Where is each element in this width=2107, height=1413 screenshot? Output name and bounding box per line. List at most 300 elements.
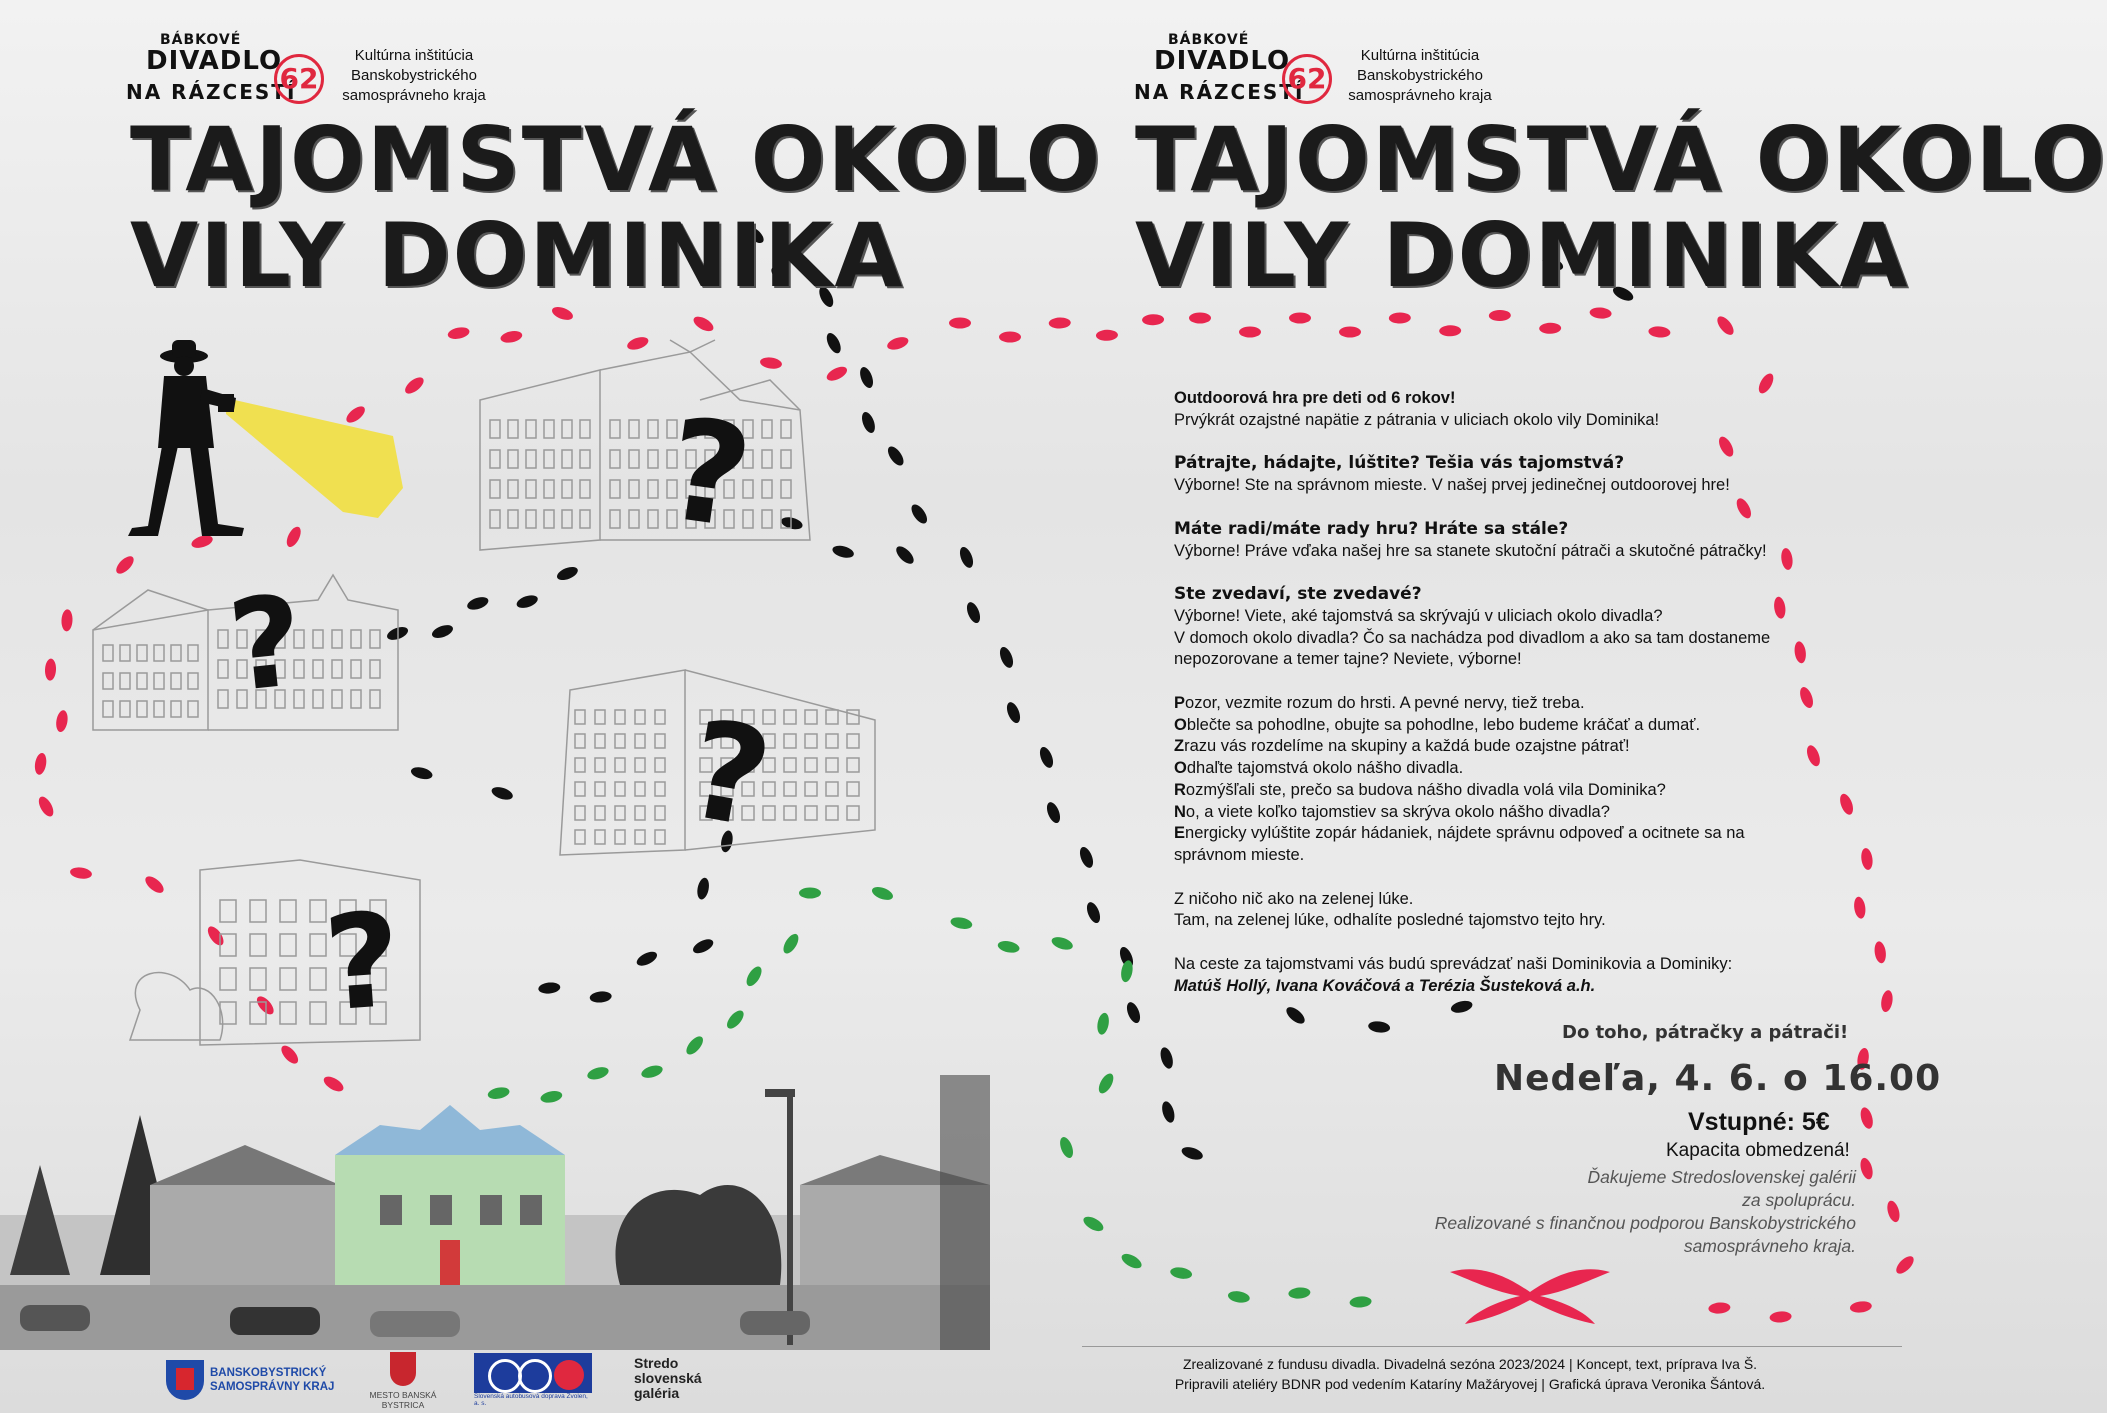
footprint <box>1169 1266 1193 1280</box>
sketch-window <box>250 968 266 990</box>
sketch-window <box>635 782 645 796</box>
thanks-line4: samosprávneho kraja. <box>1683 1236 1856 1256</box>
sketch-window <box>805 710 817 724</box>
sketch-window <box>310 1002 326 1024</box>
sketch-window <box>847 758 859 772</box>
logo-line3: NA RÁZCESTÍ <box>126 80 297 104</box>
sketch-window <box>220 900 236 922</box>
acrostic-line: Oblečte sa pohodlne, obujte sa pohodlne, lebo budeme kráčať a dumať. <box>1174 715 1701 734</box>
sketch-window <box>188 701 198 717</box>
footprint <box>1158 1046 1175 1070</box>
gallery-logo <box>634 1356 702 1401</box>
sketch-window <box>508 510 518 528</box>
sketch-window <box>805 734 817 748</box>
institution-line2: Banskobystrického <box>351 67 477 84</box>
sad-emblem-icon <box>474 1353 592 1393</box>
footprint <box>908 502 930 526</box>
meadow-line2: Tam, na zelenej lúke, odhalíte posledné tajomstvo tejto hry. <box>1174 911 1606 930</box>
sketch-window <box>781 420 791 438</box>
guides-names: Matúš Hollý, Ivana Kováčová a Terézia Šusteková a.h. <box>1174 976 1596 995</box>
sketch-window <box>784 734 796 748</box>
sketch-window <box>595 830 605 844</box>
footprint <box>44 658 56 681</box>
footprint <box>724 1008 747 1032</box>
footprint <box>1077 845 1095 870</box>
footprint <box>1439 325 1461 337</box>
sketch-window <box>218 690 228 708</box>
sketch-window <box>171 701 181 717</box>
bbsk-line2: SAMOSPRÁVNY KRAJ <box>210 1381 335 1393</box>
bbsk-logo <box>166 1358 346 1402</box>
sketch-window <box>743 510 753 528</box>
bbsk-line1: BANSKOBYSTRICKÝ <box>210 1367 327 1379</box>
red-emblem-icon <box>1445 1252 1615 1328</box>
footprint <box>1880 989 1894 1013</box>
intro-heading: Outdoorová hra pre deti od 6 rokov! <box>1174 389 1456 407</box>
guides-paragraph <box>1174 954 1854 997</box>
footprint <box>831 544 855 560</box>
question2-paragraph <box>1174 519 1854 562</box>
logo-line2: DIVADLO <box>1154 46 1291 76</box>
gallery-line1: Stredo <box>634 1355 679 1371</box>
sketch-window <box>526 450 536 468</box>
sketch-window <box>762 510 772 528</box>
sketch-window <box>280 1002 296 1024</box>
footprint <box>1142 314 1164 326</box>
question-mark-1: ? <box>657 388 761 561</box>
sketch-window <box>154 701 164 717</box>
question3-heading: Ste zvedaví, ste zvedavé? <box>1174 584 1422 605</box>
footprint <box>1853 896 1867 919</box>
sketch-window <box>508 480 518 498</box>
footprint <box>1368 1020 1391 1034</box>
sketch-window <box>781 450 791 468</box>
sketch-window <box>655 782 665 796</box>
sketch-window <box>635 830 645 844</box>
sketch-window <box>610 480 620 498</box>
city-name: MESTO BANSKÁ BYSTRICA <box>369 1390 437 1410</box>
sketch-window <box>575 710 585 724</box>
question-mark-4: ? <box>319 883 406 1041</box>
acrostic-line: No, a viete koľko tajomstiev sa skrýva okolo nášho divadla? <box>1174 802 1610 821</box>
footprint <box>893 543 916 566</box>
sketch-window <box>544 510 554 528</box>
sketch-window <box>826 710 838 724</box>
footer-line1: Zrealizované z fundusu divadla. Divadelná sezóna 2023/2024 | Koncept, text, príprava Iva Š. <box>1182 1356 1758 1372</box>
theatre-logo-right <box>1134 32 1344 110</box>
sketch-window <box>575 782 585 796</box>
sketch-window <box>562 510 572 528</box>
sketch-window <box>615 782 625 796</box>
footprint <box>1037 745 1055 770</box>
footprint <box>1849 1300 1872 1314</box>
footprint <box>1648 326 1671 339</box>
footprint <box>1084 900 1102 925</box>
footprint <box>1389 312 1411 324</box>
institution-line1: Kultúrna inštitúcia <box>1360 47 1480 64</box>
footprint <box>885 444 907 468</box>
sketch-window <box>762 480 772 498</box>
footprint <box>799 888 821 899</box>
footprint <box>1189 313 1211 324</box>
capacity-note: Kapacita obmedzená! <box>1666 1140 1850 1161</box>
title-line2: VILY DOMINIKA <box>1135 204 1910 307</box>
sketch-window <box>137 645 147 661</box>
sketch-window <box>280 968 296 990</box>
sketch-window <box>805 806 817 820</box>
footprint <box>1096 1071 1116 1096</box>
sketch-window <box>580 450 590 468</box>
sketch-window <box>826 758 838 772</box>
detective-silhouette-icon <box>118 336 408 546</box>
event-date: Nedeľa, 4. 6. o 16.00 <box>1494 1058 1942 1099</box>
footer-divider <box>1082 1346 1902 1347</box>
sketch-window <box>526 420 536 438</box>
sketch-window <box>763 806 775 820</box>
sketch-window <box>490 480 500 498</box>
logo-number: 62 <box>1282 54 1332 104</box>
sketch-window <box>580 420 590 438</box>
institution-line1: Kultúrna inštitúcia <box>354 47 474 64</box>
sketch-window <box>826 734 838 748</box>
acrostic-line: Zrazu vás rozdelíme na skupiny a každá bude ozajstne pátrať! <box>1174 737 1630 756</box>
question3-text-3: nepozorovane a temer tajne? Neviete, výborne! <box>1174 650 1522 669</box>
footprint <box>691 936 716 956</box>
sketch-window <box>781 480 791 498</box>
sketch-window <box>635 806 645 820</box>
sketch-window <box>826 806 838 820</box>
footprint <box>1081 1214 1106 1234</box>
sketch-window <box>313 660 323 678</box>
sketch-window <box>575 758 585 772</box>
meadow-paragraph <box>1174 889 1854 932</box>
sketch-window <box>220 934 236 956</box>
sketch-window <box>508 450 518 468</box>
sketch-window <box>120 701 130 717</box>
sketch-window <box>250 1002 266 1024</box>
intro-paragraph <box>1174 388 1854 431</box>
question1-text: Výborne! Ste na správnom mieste. V našej prvej jedinečnej outdoorovej hre! <box>1174 476 1730 495</box>
acrostic-tail: správnom mieste. <box>1174 845 1305 864</box>
footprint <box>691 314 716 334</box>
city-logo <box>348 1352 458 1408</box>
sketch-window <box>847 806 859 820</box>
footprint <box>1180 1145 1204 1162</box>
sketch-window <box>635 734 645 748</box>
title-line1: TAJOMSTVÁ OKOLO <box>130 108 1103 211</box>
sketch-window <box>629 450 639 468</box>
sketch-window <box>826 782 838 796</box>
logo-line2: DIVADLO <box>146 46 283 76</box>
sketch-window <box>332 690 342 708</box>
sketch-window <box>615 710 625 724</box>
sketch-window <box>610 450 620 468</box>
sketch-window <box>103 673 113 689</box>
footprint <box>1858 1106 1875 1130</box>
footprint <box>410 765 434 781</box>
question1-heading: Pátrajte, hádajte, lúštite? Tešia vás tajomstvá? <box>1174 453 1625 474</box>
footprint <box>1058 1135 1076 1159</box>
footprint <box>490 785 514 802</box>
sad-logo <box>474 1353 594 1405</box>
sketch-window <box>188 673 198 689</box>
meadow-line1: Z ničoho nič ako na zelenej lúke. <box>1174 889 1414 908</box>
sketch-window <box>332 630 342 648</box>
thanks-line1: Ďakujeme Stredoslovenskej galérii <box>1587 1167 1856 1187</box>
footprint <box>1589 307 1612 320</box>
footprint <box>36 794 56 819</box>
footprint <box>859 410 877 434</box>
footprint <box>1227 1290 1251 1304</box>
footprint <box>447 326 471 341</box>
sketch-window <box>280 900 296 922</box>
sketch-window <box>635 758 645 772</box>
sketch-window <box>310 968 326 990</box>
sketch-window <box>370 660 380 678</box>
logo-line1: BÁBKOVÉ <box>160 32 242 48</box>
ticket-price: Vstupné: 5€ <box>1688 1108 1830 1136</box>
sketch-window <box>250 900 266 922</box>
sketch-window <box>580 510 590 528</box>
sketch-window <box>154 645 164 661</box>
sketch-window <box>629 510 639 528</box>
sketch-window <box>762 420 772 438</box>
sketch-window <box>120 645 130 661</box>
footprint <box>683 1034 706 1058</box>
sketch-window <box>615 806 625 820</box>
sketch-window <box>847 734 859 748</box>
title-line1: TAJOMSTVÁ OKOLO <box>1135 108 2107 211</box>
sketch-window <box>544 450 554 468</box>
sketch-window <box>526 480 536 498</box>
sketch-window <box>370 630 380 648</box>
theatre-logo-left <box>126 32 336 110</box>
sketch-window <box>648 510 658 528</box>
sketch-window <box>575 806 585 820</box>
sketch-window <box>648 480 658 498</box>
footprint <box>696 877 711 901</box>
footprint <box>870 884 894 902</box>
event-description <box>1174 388 1854 1019</box>
sketch-window <box>781 510 791 528</box>
institution-line3: samosprávneho kraja <box>342 87 486 104</box>
sketch-window <box>103 701 113 717</box>
sketch-window <box>544 480 554 498</box>
footprint <box>1708 1302 1731 1315</box>
thanks-line2: za spoluprácu. <box>1742 1190 1856 1210</box>
sketch-window <box>351 630 361 648</box>
footprint <box>55 709 69 733</box>
sketch-window <box>580 480 590 498</box>
sketch-window <box>784 782 796 796</box>
footprint <box>780 931 801 955</box>
sketch-window <box>351 690 361 708</box>
sketch-window <box>784 710 796 724</box>
footprint <box>1096 1012 1111 1036</box>
bbsk-text <box>210 1366 334 1394</box>
footprint <box>430 623 454 641</box>
page-title-left <box>130 108 1103 307</box>
footprint <box>1539 323 1561 335</box>
footprint <box>69 866 92 880</box>
sketch-window <box>332 660 342 678</box>
footprint <box>1004 700 1022 725</box>
sketch-window <box>655 806 665 820</box>
sketch-window <box>595 734 605 748</box>
sketch-window <box>103 645 113 661</box>
footprint <box>1858 1157 1875 1181</box>
footprint <box>858 365 876 389</box>
sketch-window <box>137 701 147 717</box>
footprint <box>466 595 490 612</box>
footprint <box>1339 327 1361 338</box>
sketch-window <box>629 480 639 498</box>
sketch-window <box>615 830 625 844</box>
logo-number: 62 <box>274 54 324 104</box>
footprint <box>1050 935 1074 952</box>
acrostic-line: Odhaľte tajomstvá okolo nášho divadla. <box>1174 759 1464 778</box>
bbsk-shield-icon <box>166 1360 204 1400</box>
footprint <box>555 564 580 582</box>
sketch-window <box>154 673 164 689</box>
sketch-window <box>490 450 500 468</box>
building-sketch-top <box>470 340 830 560</box>
footprint <box>1239 327 1261 338</box>
sketch-window <box>595 782 605 796</box>
sketch-window <box>370 690 380 708</box>
question3-text-2: V domoch okolo divadla? Čo sa nachádza pod divadlom a ako sa tam dostaneme <box>1174 628 1771 647</box>
footprint <box>999 332 1021 343</box>
guides-text: Na ceste za tajomstvami vás budú sprevádzať naši Dominikovia a Dominiky: <box>1174 955 1733 974</box>
question2-heading: Máte radi/máte rady hru? Hráte sa stále? <box>1174 518 1569 539</box>
footprint <box>515 593 539 610</box>
sketch-window <box>218 660 228 678</box>
sketch-window <box>615 734 625 748</box>
footprint <box>950 916 974 931</box>
institution-text-left <box>334 46 494 106</box>
footprint <box>1714 314 1736 338</box>
footprint <box>33 752 47 776</box>
sketch-window <box>648 450 658 468</box>
sketch-window <box>655 734 665 748</box>
footprint <box>538 981 561 994</box>
footprint <box>1160 1100 1177 1124</box>
footprint <box>1096 329 1118 341</box>
sketch-window <box>220 968 236 990</box>
sketch-window <box>648 420 658 438</box>
sketch-window <box>629 420 639 438</box>
footprint <box>635 949 660 969</box>
footprint <box>744 964 765 988</box>
question2-text: Výborne! Práve vďaka našej hre sa stanete skutoční pátrači a skutočné pátračky! <box>1174 541 1767 560</box>
question3-paragraph <box>1174 584 1854 671</box>
footprint <box>550 304 574 322</box>
sketch-window <box>635 710 645 724</box>
sketch-window <box>805 758 817 772</box>
sketch-window <box>313 630 323 648</box>
sketch-window <box>575 734 585 748</box>
sketch-window <box>784 758 796 772</box>
gallery-line2: slovenská <box>634 1370 702 1386</box>
sketch-window <box>784 806 796 820</box>
sketch-window <box>655 830 665 844</box>
sketch-window <box>805 782 817 796</box>
acrostic-paragraph <box>1174 693 1854 867</box>
sketch-window <box>280 934 296 956</box>
acrostic-line: Pozor, vezmite rozum do hrsti. A pevné nervy, tiež treba. <box>1174 694 1585 713</box>
sketch-window <box>562 450 572 468</box>
sketch-window <box>171 645 181 661</box>
sketch-window <box>595 710 605 724</box>
sketch-window <box>595 806 605 820</box>
sketch-window <box>313 690 323 708</box>
acrostic-line: Rozmýšľali ste, prečo sa budova nášho divadla volá vila Dominika? <box>1174 780 1666 799</box>
institution-text-right <box>1340 46 1500 106</box>
sketch-window <box>847 710 859 724</box>
sketch-window <box>490 420 500 438</box>
footprint <box>1885 1199 1902 1223</box>
sketch-window <box>137 673 147 689</box>
footprint <box>997 645 1015 670</box>
sketch-window <box>610 510 620 528</box>
institution-line3: samosprávneho kraja <box>1348 87 1492 104</box>
footprint <box>1044 800 1062 825</box>
acknowledgements <box>1336 1166 1856 1258</box>
question1-paragraph <box>1174 453 1854 496</box>
sketch-window <box>562 480 572 498</box>
question-mark-2: ? <box>222 568 310 721</box>
footprint <box>1119 1251 1144 1271</box>
sad-name: Slovenská autobusová doprava Zvolen, a. s. <box>474 1393 588 1407</box>
sketch-window <box>351 660 361 678</box>
thanks-line3: Realizované s finančnou podporou Banskobystrického <box>1434 1213 1856 1233</box>
footprint <box>1289 313 1311 324</box>
acrostic-line: Energicky vylúštite zopár hádaniek, nájdete správnu odpoveď a ocitnete sa na <box>1174 824 1745 843</box>
sketch-window <box>188 645 198 661</box>
footprint <box>949 318 971 329</box>
sketch-window <box>610 420 620 438</box>
institution-line2: Banskobystrického <box>1357 67 1483 84</box>
footprint <box>1769 1311 1792 1324</box>
footprint <box>886 335 910 352</box>
footprint <box>1860 847 1874 870</box>
footprint <box>957 545 975 570</box>
logo-line1: BÁBKOVÉ <box>1168 32 1250 48</box>
city-shield-icon <box>390 1352 416 1386</box>
call-to-action: Do toho, pátračky a pátrači! <box>1562 1022 1849 1043</box>
footprint <box>61 609 73 632</box>
sketch-window <box>847 782 859 796</box>
question3-text-1: Výborne! Viete, aké tajomstvá sa skrývajú v uliciach okolo divadla? <box>1174 606 1663 625</box>
page-title-right <box>1135 108 2107 307</box>
sketch-window <box>508 420 518 438</box>
footprint <box>1349 1296 1372 1309</box>
sketch-window <box>218 630 228 648</box>
intro-text: Prvýkrát ozajstné napätie z pátrania v uliciach okolo vily Dominika! <box>1174 410 1660 429</box>
title-line2: VILY DOMINIKA <box>130 204 905 307</box>
gallery-line3: galéria <box>634 1385 680 1401</box>
question-mark-3: ? <box>677 690 782 859</box>
footprint <box>1893 1253 1916 1276</box>
footprint <box>1873 941 1887 964</box>
sketch-window <box>120 673 130 689</box>
logo-line3: NA RÁZCESTÍ <box>1134 80 1305 104</box>
street-photo <box>0 1075 990 1350</box>
sketch-window <box>595 758 605 772</box>
sketch-window <box>171 673 181 689</box>
footer-line2: Pripravili ateliéry BDNR pod vedením Kataríny Mažáryovej | Grafická úprava Veronika Šántová. <box>1174 1376 1766 1392</box>
sketch-window <box>615 758 625 772</box>
